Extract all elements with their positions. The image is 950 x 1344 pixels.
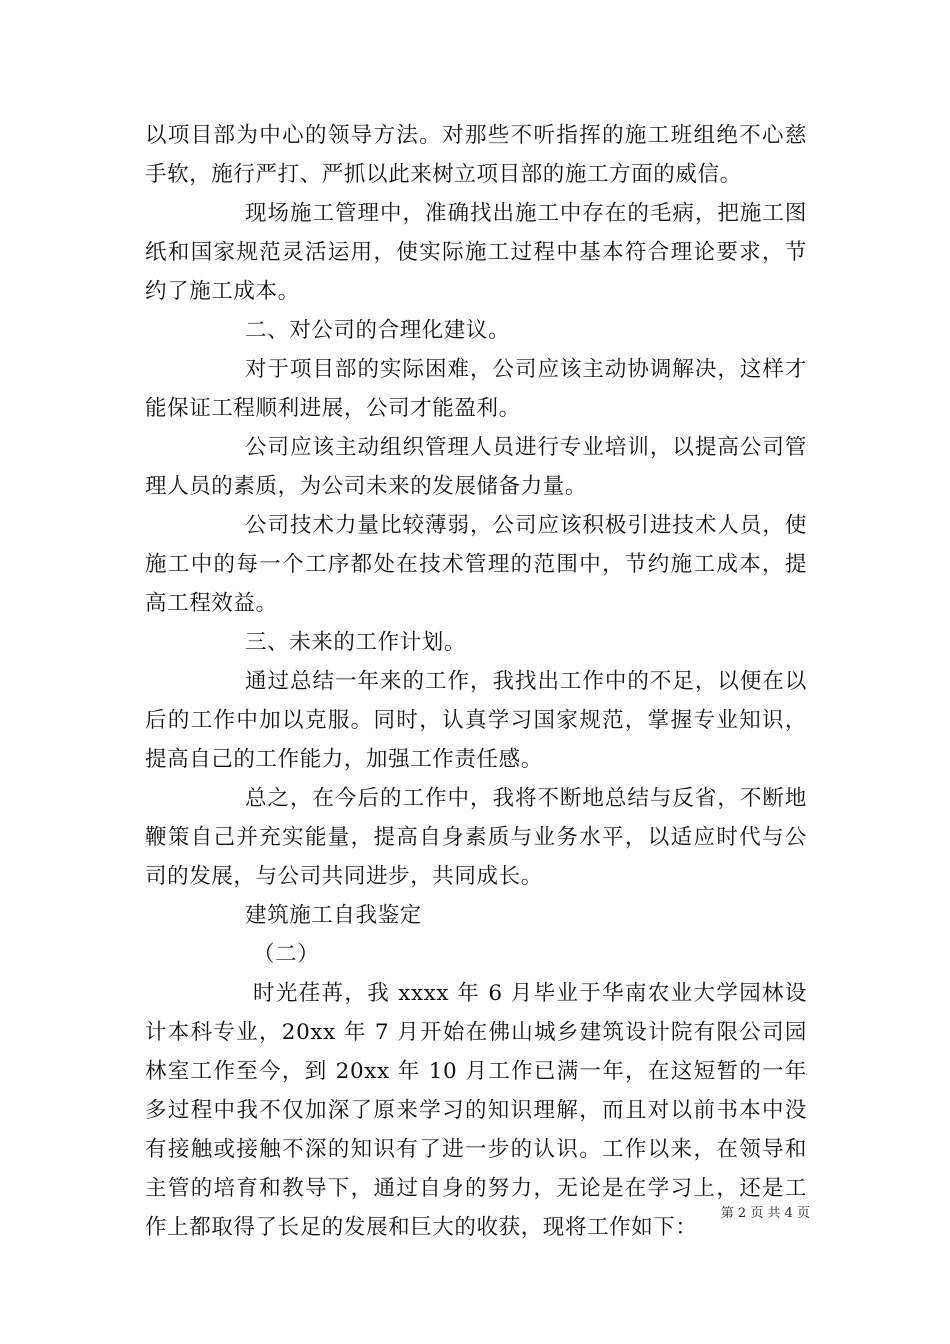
paragraph-training: 公司应该主动组织管理人员进行专业培训，以提高公司管理人员的素质，为公司未来的发展储备力量。 <box>145 435 807 499</box>
section-number: （二） <box>253 942 320 967</box>
document-body <box>145 116 807 1247</box>
paragraph-project-difficulties: 对于项目部的实际困难，公司应该主动协调解决，这样才能保证工程顺利进展，公司才能盈利。 <box>145 357 807 421</box>
paragraph-conclusion: 总之，在今后的工作中，我将不断地总结与反省，不断地鞭策自己并充实能量，提高自身素质与业务水平，以适应时代与公司的发展，与公司共同进步，共同成长。 <box>145 786 807 889</box>
paragraph-site-management: 现场施工管理中，准确找出施工中存在的毛病，把施工图纸和国家规范灵活运用，使实际施工过程中基本符合理论要求，节约了施工成本。 <box>145 201 807 304</box>
paragraph-self-assessment-intro: 时光荏苒，我 xxxx 年 6 月毕业于华南农业大学园林设计本科专业，20xx 年 7 月开始在佛山城乡建筑设计院有限公司园林室工作至今，到 20xx 年 10 月工作已满一年，在这短暂的一年多过程中我不仅加深了原来学习的知识理解，而且对以前书本中没有接触或接触不深的知识有了进一步的认识。工作以来，在领导和主管的培育和教导下，通过自身的努力，无论是在学习上，还是工作上都取得了长足的发展和巨大的收获，现将工作如下： <box>145 981 807 1240</box>
page-number-footer: 第 2 页 共 4 页 <box>720 1206 810 1221</box>
paragraph-technical-staff: 公司技术力量比较薄弱，公司应该积极引进技术人员，使施工中的每一个工序都处在技术管理的范围中，节约施工成本，提高工程效益。 <box>145 513 807 616</box>
section-heading-suggestions: 二、对公司的合理化建议。 <box>245 318 511 343</box>
section-heading-future-plan: 三、未来的工作计划。 <box>245 630 467 655</box>
document-subtitle: 建筑施工自我鉴定 <box>245 903 422 928</box>
paragraph-work-summary: 通过总结一年来的工作，我找出工作中的不足，以便在以后的工作中加以克服。同时，认真学习国家规范，掌握专业知识，提高自己的工作能力，加强工作责任感。 <box>145 669 807 772</box>
paragraph-leadership-method: 以项目部为中心的领导方法。对那些不听指挥的施工班组绝不心慈手软，施行严打、严抓以此来树立项目部的施工方面的威信。 <box>145 123 807 187</box>
